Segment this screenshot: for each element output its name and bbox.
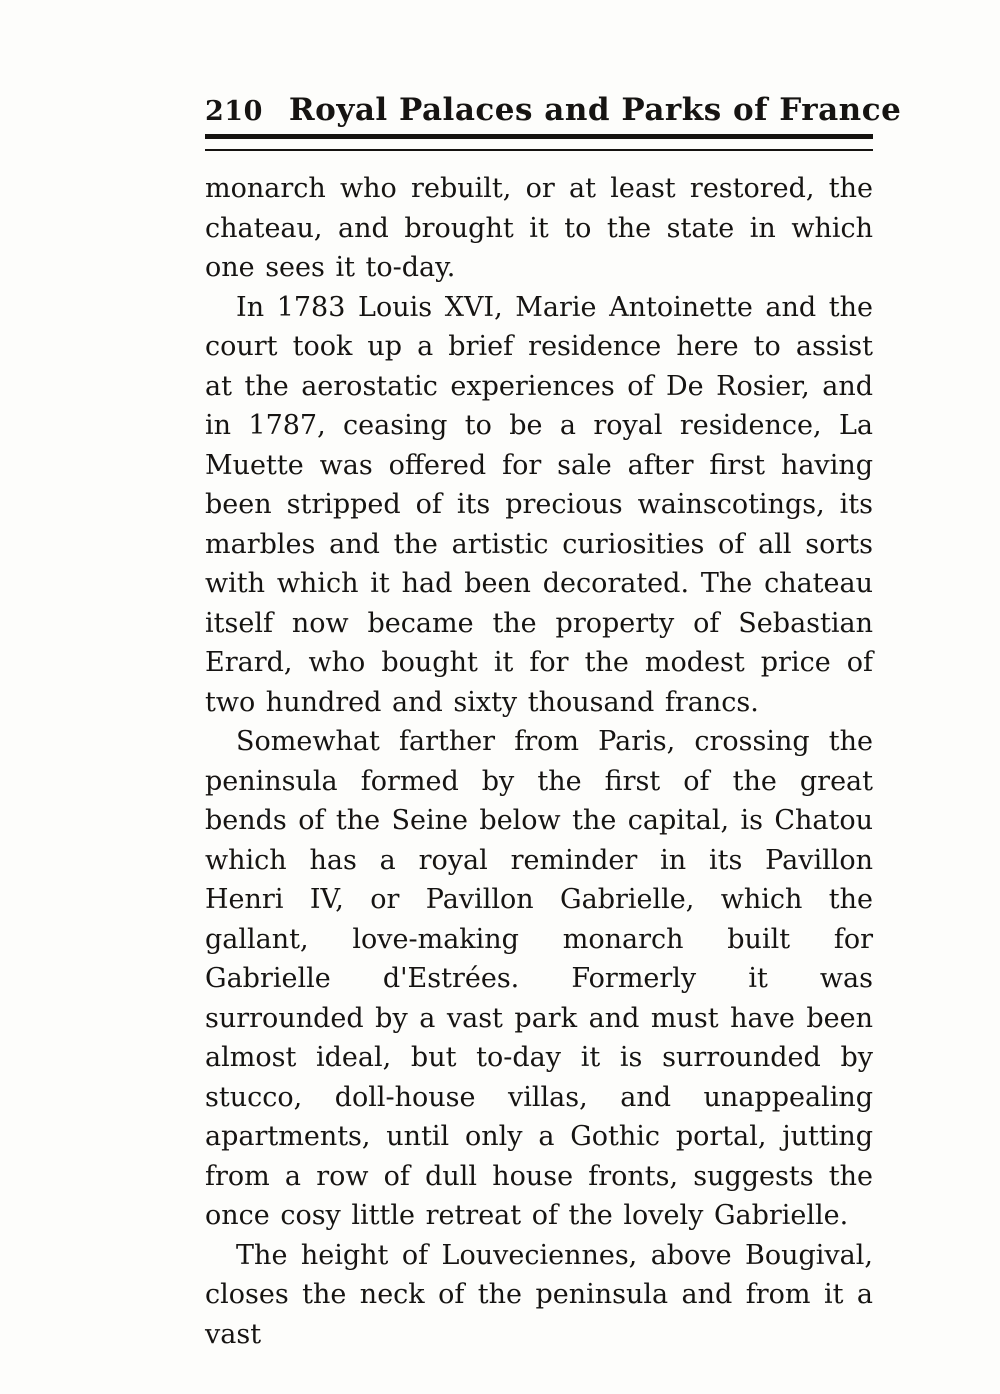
page-content — [205, 92, 902, 1354]
page-header — [205, 92, 902, 128]
paragraph: Somewhat farther from Paris, crossing the peninsula formed by the first of the great bends of the Seine below the capital, is Chatou which has a royal reminder in its Pavillon Henri IV, or Pavillon Gabrielle, which the gallant, love-making monarch built for Gabrielle d'Estrées. Formerly it was surrounded by a vast park and must have been almost ideal, but to-day it is surrounded by stucco, doll-house villas, and unappealing apartments, until only a Gothic portal, jutting from a row of dull house fronts, suggests the once cosy little retreat of the lovely Gabrielle. — [205, 726, 873, 1231]
page-body — [205, 169, 873, 1354]
running-title: Royal Palaces and Parks of France — [288, 92, 902, 128]
paragraph: In 1783 Louis XVI, Marie Antoinette and the court took up a brief residence here to assist at the aerostatic experiences of De Rosier, and in 1787, ceasing to be a royal residence, La Muette was offered for sale after first having been stripped of its precious wainscotings, its marbles and the artistic curiosities of all sorts with which it had been decorated. The chateau itself now became the property of Sebastian Erard, who bought it for the modest price of two hundred and sixty thousand francs. — [205, 291, 873, 718]
page-number: 210 — [205, 96, 263, 127]
paragraph: The height of Louveciennes, above Bougival, closes the neck of the peninsula and from it a vast — [205, 1239, 873, 1350]
paragraph: monarch who rebuilt, or at least restored, the chateau, and brought it to the state in which one sees it to-day. — [205, 173, 873, 283]
header-rule — [205, 134, 873, 151]
